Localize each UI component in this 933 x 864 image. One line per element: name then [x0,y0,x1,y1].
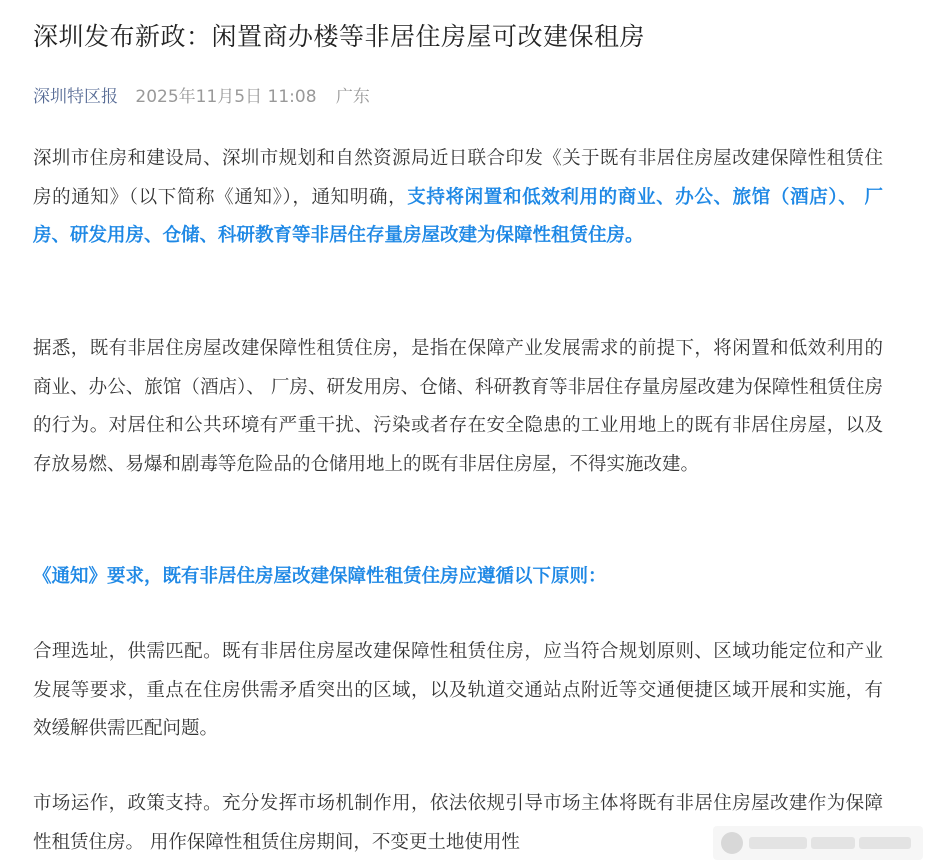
watermark-bar [749,837,807,849]
article-meta [33,85,883,109]
watermark-bar [811,837,855,849]
paragraph-4: 合理选址，供需匹配。既有非居住房屋改建保障性租赁住房，应当符合规划原则、区域功能定位和产业发展等要求，重点在住房供需矛盾突出的区域，以及轨道交通站点附近等交通便捷区域开展和实施，有效缓解供需匹配问题。 [33,641,883,739]
watermark-overlay [713,826,923,860]
article-title: 深圳发布新政：闲置商办楼等非居住房屋可改建保租房 [33,22,646,51]
source-link[interactable]: 深圳特区报 [33,87,118,107]
watermark-logo-icon [721,832,743,854]
paragraph-5: 市场运作，政策支持。充分发挥市场机制作用，依法依规引导市场主体将既有非居住房屋改建作为保障性租赁住房。 用作保障性租赁住房期间，不变更土地使用性 [33,793,883,853]
paragraph-3-heading: 《通知》要求，既有非居住房屋改建保障性租赁住房应遵循以下原则： [33,566,607,587]
paragraph-1-highlight: 支持将闲置和低效利用的商业、办公、旅馆（酒店）、 厂房、研发用房、仓储、科研教育等非居住存量房屋改建为保障性租赁住房。 [33,186,883,246]
paragraph-1-text: 深圳市住房和建设局、深圳市规划和自然资源局近日联合印发《关于既有非居住房屋改建保障性租赁住房的通知》（以下简称《通知》），通知明确， [33,148,883,208]
article [33,0,883,853]
paragraph-2: 据悉，既有非居住房屋改建保障性租赁住房，是指在保障产业发展需求的前提下，将闲置和低效利用的商业、办公、旅馆（酒店）、 厂房、研发用房、仓储、科研教育等非居住存量房屋改建为保障性租赁住房的行为。对居住和公共环境有严重干扰、污染或者存在安全隐患的工业用地上的既有非居住房屋，以及存放易燃、易爆和剧毒等危险品的仓储用地上的既有非居住房屋，不得实施改建。 [33,338,883,475]
paragraph-1 [33,140,883,256]
watermark-bar [859,837,911,849]
publish-date: 2025年11月5日 11:08 [135,87,317,107]
publish-location: 广东 [335,87,370,107]
